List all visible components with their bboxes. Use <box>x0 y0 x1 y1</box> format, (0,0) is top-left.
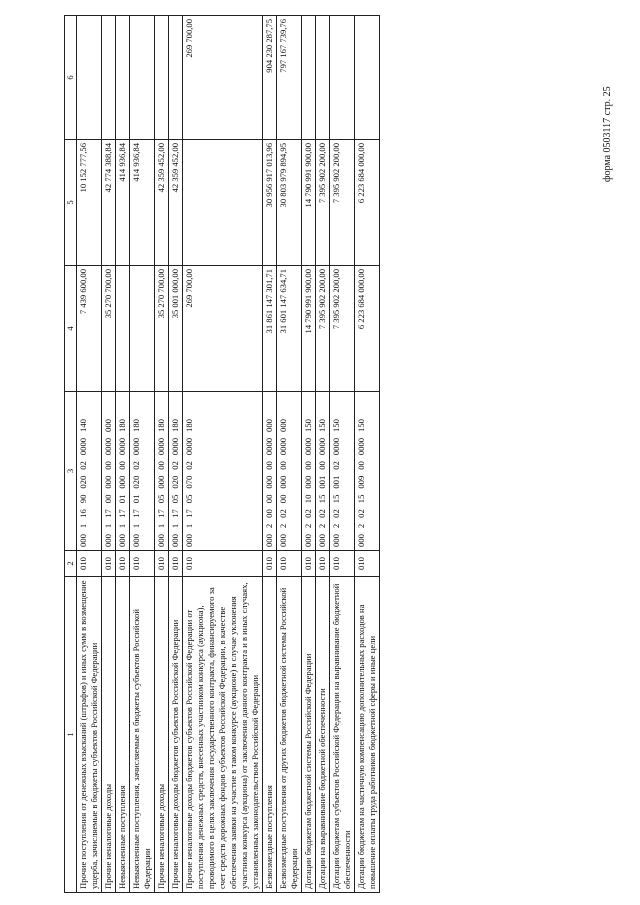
column-header: 6 <box>65 16 77 140</box>
code-segment: 00 <box>317 461 327 470</box>
row-approved-amount: 35 270 700,00 <box>155 266 169 392</box>
code-segment: 02 <box>78 461 88 470</box>
report-table <box>64 15 380 893</box>
code-segment: 05 <box>156 494 166 504</box>
row-budget-code <box>155 392 169 551</box>
table-body <box>77 16 380 893</box>
code-segment: 90 <box>78 494 88 504</box>
row-executed-amount: 7 395 902 200,00 <box>330 140 355 266</box>
row-approved-amount <box>130 266 155 392</box>
row-unexecuted-amount <box>155 16 169 140</box>
code-segment: 000 <box>317 534 327 547</box>
code-segment: 00 <box>264 494 274 504</box>
code-segment: 17 <box>103 509 113 518</box>
code-segment: 150 <box>303 419 313 432</box>
table-row <box>183 16 263 893</box>
code-segment: 02 <box>131 461 141 470</box>
code-segment: 000 <box>184 534 194 547</box>
code-segment: 0000 <box>131 437 141 456</box>
row-name: Дотации на выравнивание бюджетной обеспеченности <box>316 577 330 893</box>
code-segment: 00 <box>278 461 288 470</box>
row-approved-amount: 35 001 000,00 <box>169 266 183 392</box>
code-segment: 00 <box>264 461 274 470</box>
row-name: Прочие поступления от денежных взысканий (штрафов) и иных сумм в возмещение ущерба, зачисляемые в бюджеты субъектов Российской Федерации <box>77 577 102 893</box>
row-unexecuted-amount: 904 230 287,75 <box>263 16 277 140</box>
code-segment: 070 <box>184 475 194 489</box>
code-segment: 05 <box>184 494 194 504</box>
row-unexecuted-amount <box>77 16 102 140</box>
code-segment: 0000 <box>103 437 113 456</box>
code-segment: 180 <box>170 419 180 432</box>
row-name: Дотации бюджетам на частичную компенсацию дополнительных расходов на повышение оплаты труда работников бюджетной сферы и иные цели <box>355 577 380 893</box>
row-unexecuted-amount: 269 700,00 <box>183 16 263 140</box>
code-segment: 000 <box>156 534 166 547</box>
code-segment: 150 <box>317 419 327 432</box>
row-unexecuted-amount <box>302 16 316 140</box>
code-segment: 1 <box>156 523 166 529</box>
row-line-code: 010 <box>130 551 155 577</box>
code-segment: 0000 <box>156 437 166 456</box>
code-segment: 17 <box>184 509 194 518</box>
row-executed-amount: 7 395 902 200,00 <box>316 140 330 266</box>
code-segment: 009 <box>356 475 366 489</box>
row-approved-amount: 31 861 147 301,71 <box>263 266 277 392</box>
row-line-code: 010 <box>316 551 330 577</box>
row-line-code: 010 <box>302 551 316 577</box>
row-name: Прочие неналоговые доходы <box>155 577 169 893</box>
code-segment: 02 <box>356 509 366 518</box>
row-executed-amount: 414 936,84 <box>130 140 155 266</box>
row-line-code: 010 <box>263 551 277 577</box>
column-header: 4 <box>65 266 77 392</box>
row-name: Дотации бюджетам субъектов Российской Федерации на выравнивание бюджетной обеспеченности <box>330 577 355 893</box>
code-segment: 000 <box>103 534 113 547</box>
code-segment: 180 <box>156 419 166 432</box>
row-line-code: 010 <box>330 551 355 577</box>
code-segment: 0000 <box>317 437 327 456</box>
table-row <box>77 16 102 893</box>
table-row <box>130 16 155 893</box>
row-approved-amount: 31 601 147 634,71 <box>277 266 302 392</box>
code-segment: 00 <box>117 461 127 470</box>
column-header: 5 <box>65 140 77 266</box>
table-row <box>277 16 302 893</box>
row-approved-amount: 7 439 600,00 <box>77 266 102 392</box>
code-segment: 000 <box>278 475 288 489</box>
code-segment: 02 <box>317 509 327 518</box>
row-budget-code <box>263 392 277 551</box>
row-approved-amount <box>116 266 130 392</box>
row-line-code: 010 <box>102 551 116 577</box>
code-segment: 000 <box>264 534 274 547</box>
code-segment: 0000 <box>117 437 127 456</box>
row-name: Безвозмездные поступления от других бюджетов бюджетной системы Российской Федерации <box>277 577 302 893</box>
code-segment: 2 <box>331 523 341 529</box>
code-segment: 180 <box>184 419 194 432</box>
code-segment: 000 <box>156 475 166 489</box>
code-segment: 17 <box>131 509 141 518</box>
row-line-code: 010 <box>355 551 380 577</box>
row-budget-code <box>302 392 316 551</box>
code-segment: 00 <box>356 461 366 470</box>
row-line-code: 010 <box>116 551 130 577</box>
code-segment: 02 <box>184 461 194 470</box>
code-segment: 150 <box>356 419 366 432</box>
code-segment: 15 <box>317 494 327 504</box>
row-unexecuted-amount <box>355 16 380 140</box>
report-table-rotated <box>64 16 640 893</box>
code-segment: 02 <box>331 509 341 518</box>
row-name: Прочие неналоговые доходы бюджетов субъектов Российской Федерации от поступления денежных средств, внесенных участником конкурса (аукциона), проводимого в целях заключения государственного контракта, финансируемого за счет средств дорожных фондов субъектов Российской Федерации, в качестве обеспечения заявки на участие в таком конкурсе (аукционе) в случае уклонения участника конкурса (аукциона) от заключения данного контракта и в иных случаях, установленных законодательством Российской Федерации <box>183 577 263 893</box>
row-budget-code <box>316 392 330 551</box>
column-header: 1 <box>65 577 77 893</box>
row-unexecuted-amount <box>116 16 130 140</box>
code-segment: 000 <box>78 534 88 547</box>
row-unexecuted-amount <box>316 16 330 140</box>
row-executed-amount: 42 359 452,00 <box>155 140 169 266</box>
row-name: Прочие неналоговые доходы бюджетов субъектов Российской Федерации <box>169 577 183 893</box>
code-segment: 0000 <box>78 437 88 456</box>
table-row <box>263 16 277 893</box>
code-segment: 000 <box>356 534 366 547</box>
code-segment: 000 <box>170 534 180 547</box>
code-segment: 1 <box>170 523 180 529</box>
row-unexecuted-amount <box>330 16 355 140</box>
code-segment: 17 <box>156 509 166 518</box>
code-segment: 00 <box>264 509 274 518</box>
code-segment: 020 <box>170 475 180 489</box>
table-row <box>330 16 355 893</box>
code-segment: 2 <box>317 523 327 529</box>
code-segment: 01 <box>117 494 127 504</box>
header-row <box>65 16 77 893</box>
code-segment: 150 <box>331 419 341 432</box>
code-segment: 1 <box>131 523 141 529</box>
row-executed-amount <box>183 140 263 266</box>
row-budget-code <box>102 392 116 551</box>
code-segment: 00 <box>103 494 113 504</box>
row-executed-amount: 30 803 979 894,95 <box>277 140 302 266</box>
code-segment: 020 <box>78 475 88 489</box>
code-segment: 0000 <box>278 437 288 456</box>
code-segment: 000 <box>131 534 141 547</box>
code-segment: 000 <box>117 475 127 489</box>
code-segment: 15 <box>331 494 341 504</box>
code-segment: 00 <box>303 461 313 470</box>
code-segment: 02 <box>170 461 180 470</box>
code-segment: 05 <box>170 494 180 504</box>
code-segment: 02 <box>278 509 288 518</box>
row-budget-code <box>169 392 183 551</box>
code-segment: 0000 <box>264 437 274 456</box>
code-segment: 180 <box>131 419 141 432</box>
table-row <box>316 16 330 893</box>
row-budget-code <box>77 392 102 551</box>
code-segment: 10 <box>303 494 313 504</box>
table-row <box>302 16 316 893</box>
code-segment: 000 <box>264 475 274 489</box>
column-header: 3 <box>65 392 77 551</box>
code-segment: 15 <box>356 494 366 504</box>
row-name: Прочие неналоговые доходы <box>102 577 116 893</box>
code-segment: 00 <box>156 461 166 470</box>
code-segment: 0000 <box>303 437 313 456</box>
table-row <box>155 16 169 893</box>
row-executed-amount: 14 790 991 900,00 <box>302 140 316 266</box>
code-segment: 0000 <box>170 437 180 456</box>
code-segment: 2 <box>303 523 313 529</box>
code-segment: 1 <box>103 523 113 529</box>
row-name: Безвозмездные поступления <box>263 577 277 893</box>
code-segment: 2 <box>264 523 274 529</box>
code-segment: 0000 <box>356 437 366 456</box>
row-executed-amount: 42 359 452,00 <box>169 140 183 266</box>
code-segment: 02 <box>331 461 341 470</box>
code-segment: 001 <box>317 475 327 489</box>
code-segment: 0000 <box>184 437 194 456</box>
row-executed-amount: 30 956 917 013,96 <box>263 140 277 266</box>
row-budget-code <box>277 392 302 551</box>
code-segment: 000 <box>103 475 113 489</box>
code-segment: 1 <box>184 523 194 529</box>
code-segment: 001 <box>331 475 341 489</box>
row-name: Невыясненные поступления <box>116 577 130 893</box>
code-segment: 000 <box>264 419 274 432</box>
code-segment: 17 <box>117 509 127 518</box>
code-segment: 0000 <box>331 437 341 456</box>
row-budget-code <box>183 392 263 551</box>
row-line-code: 010 <box>169 551 183 577</box>
code-segment: 000 <box>103 419 113 432</box>
code-segment: 000 <box>278 419 288 432</box>
row-unexecuted-amount: 797 167 739,76 <box>277 16 302 140</box>
code-segment: 17 <box>170 509 180 518</box>
table-row <box>102 16 116 893</box>
code-segment: 000 <box>303 475 313 489</box>
row-approved-amount: 7 395 902 200,00 <box>330 266 355 392</box>
code-segment: 020 <box>131 475 141 489</box>
row-executed-amount: 10 152 777,56 <box>77 140 102 266</box>
row-name: Невыясненные поступления, зачисляемые в бюджеты субъектов Российской Федерации <box>130 577 155 893</box>
code-segment: 2 <box>356 523 366 529</box>
code-segment: 000 <box>331 534 341 547</box>
row-name: Дотации бюджетам бюджетной системы Российской Федерации <box>302 577 316 893</box>
code-segment: 140 <box>78 419 88 432</box>
row-line-code: 010 <box>277 551 302 577</box>
row-line-code: 010 <box>77 551 102 577</box>
column-header: 2 <box>65 551 77 577</box>
table-row <box>355 16 380 893</box>
row-budget-code <box>116 392 130 551</box>
code-segment: 01 <box>131 494 141 504</box>
code-segment: 00 <box>278 494 288 504</box>
row-approved-amount: 35 270 700,00 <box>102 266 116 392</box>
row-unexecuted-amount <box>102 16 116 140</box>
row-approved-amount: 7 395 902 200,00 <box>316 266 330 392</box>
code-segment: 02 <box>303 509 313 518</box>
code-segment: 16 <box>78 509 88 518</box>
code-segment: 180 <box>117 419 127 432</box>
form-caption-text: форма 0503117 стр. 25 <box>602 86 613 182</box>
table-row <box>169 16 183 893</box>
row-approved-amount: 6 223 684 000,00 <box>355 266 380 392</box>
code-segment: 1 <box>117 523 127 529</box>
code-segment: 000 <box>117 534 127 547</box>
code-segment: 000 <box>303 534 313 547</box>
row-approved-amount: 269 700,00 <box>183 266 263 392</box>
row-budget-code <box>355 392 380 551</box>
row-line-code: 010 <box>155 551 169 577</box>
row-unexecuted-amount <box>130 16 155 140</box>
code-segment: 000 <box>278 534 288 547</box>
code-segment: 2 <box>278 523 288 529</box>
row-unexecuted-amount <box>169 16 183 140</box>
row-budget-code <box>330 392 355 551</box>
row-approved-amount: 14 790 991 900,00 <box>302 266 316 392</box>
code-segment: 00 <box>103 461 113 470</box>
table-row <box>116 16 130 893</box>
row-line-code: 010 <box>183 551 263 577</box>
row-executed-amount: 42 774 388,84 <box>102 140 116 266</box>
code-segment: 1 <box>78 523 88 529</box>
row-budget-code <box>130 392 155 551</box>
row-executed-amount: 6 223 684 000,00 <box>355 140 380 266</box>
row-executed-amount: 414 936,84 <box>116 140 130 266</box>
